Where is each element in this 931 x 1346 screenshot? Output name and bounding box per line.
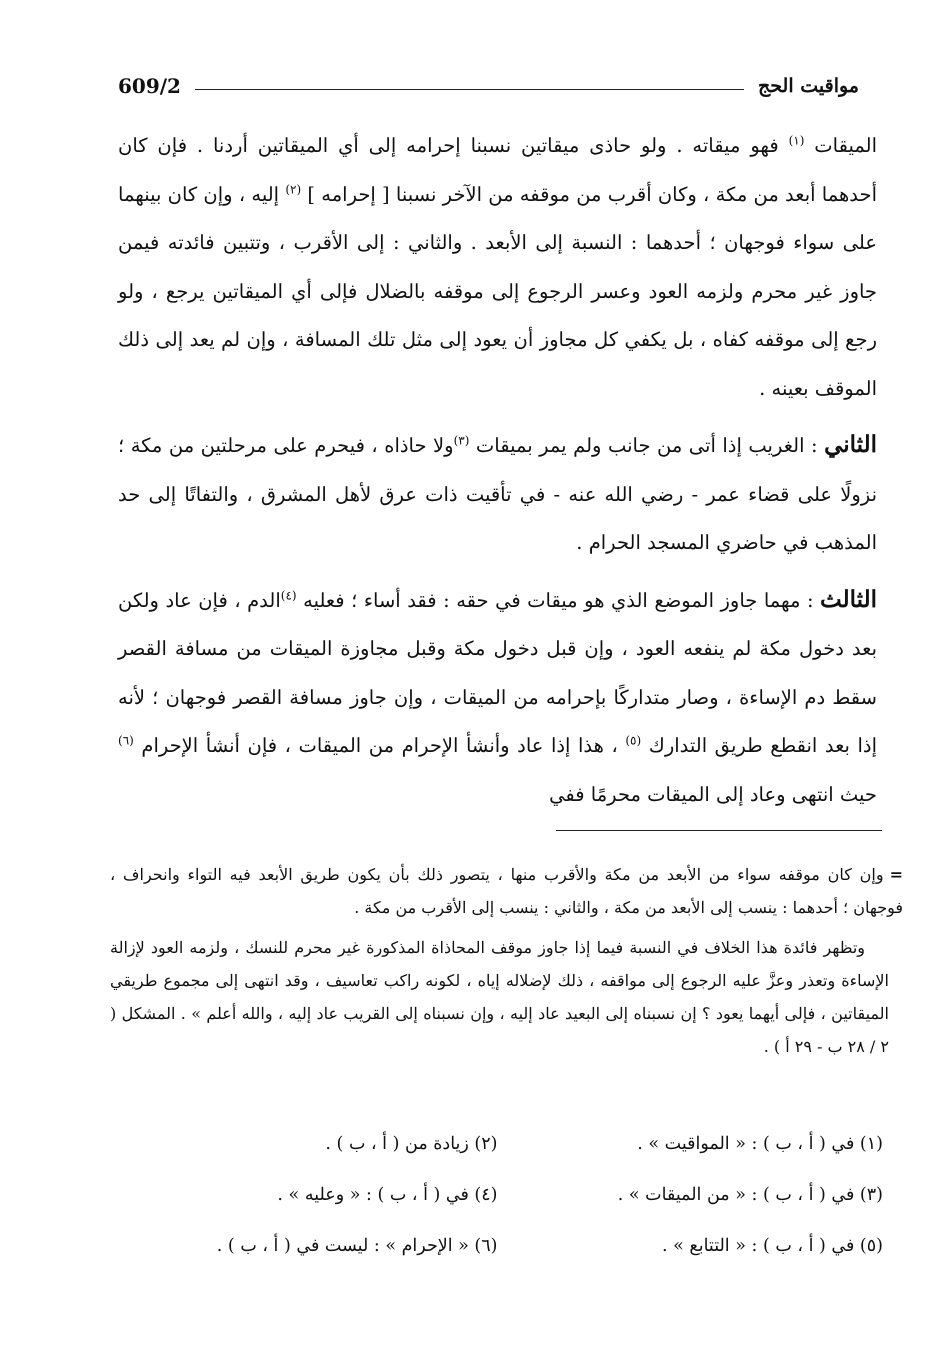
footnote-ref-5: (٥) xyxy=(625,733,642,748)
section-lead-second: الثاني xyxy=(824,431,877,458)
book-title: مواقيت الحج xyxy=(758,75,859,97)
text-run: الدم ، فإن عاد ولكن بعد دخول مكة لم ينفعه العود ، وإن قبل دخول مكة وقبل مجاوزة الميقات من مسافة القصر سقط دم الإساءة ، وصار متداركًا بإحرامه من الميقات ، وإن جاوز مسافة القصر فوجهان ؛ لأنه إذا بعد انقطع طريق التدارك xyxy=(118,588,877,757)
section-lead-third: الثالث xyxy=(820,585,877,613)
paragraph-3 xyxy=(118,576,877,820)
text-run: ولا حاذاه ، فيحرم على مرحلتين من مكة ؛ نزولًا على قضاء عمر - رضي الله عنه - في تأقيت ذات عرق لأهل المشرق ، والتفاتًا إلى حد المذهب في حاضري المسجد الحرام . xyxy=(118,434,877,554)
text-run: : الغريب إذا أتى من جانب ولم يمر بميقات xyxy=(469,434,825,457)
footnote-ref-1: (١) xyxy=(788,133,805,148)
footnote-ref-3: (٣) xyxy=(453,433,470,448)
text-run: فهو ميقاته . ولو حاذى ميقاتين نسبنا إحرامه إلى أي الميقاتين أردنا . فإن كان أحدهما أبعد من مكة ، وكان أقرب من موقفه من الآخر نسبنا [ إحرامه ] xyxy=(118,134,877,206)
text-run: حيث انتهى وعاد إلى الميقات محرمًا ففي xyxy=(549,782,877,806)
note-continuation xyxy=(110,858,903,924)
note-paragraph xyxy=(110,931,889,1063)
footnote-2: (٢) زيادة من ( أ ، ب ) . xyxy=(325,1133,498,1154)
paragraph-1 xyxy=(118,122,877,413)
text-run: الميقات xyxy=(804,134,877,157)
page-number: 609/2 xyxy=(118,74,181,98)
paragraph-2 xyxy=(118,421,877,568)
footnote-4: (٤) في ( أ ، ب ) : « وعليه » . xyxy=(277,1184,498,1205)
footnote-ref-2: (٢) xyxy=(285,182,302,196)
footnote-1: (١) في ( أ ، ب ) : « المواقيت » . xyxy=(637,1133,883,1154)
note-text: وتظهر فائدة هذا الخلاف في النسبة فيما إذا جاوز موقف المحاذاة المذكورة غير محرم للنسك ، ولزمه العود لإزالة الإساءة وتعذر وعزَّ عليه الرجوع إلى مواقفه ، ذلك لإضلاله إياه ، لكونه راكب تعاسيف ، وقد انتهى إلى مجموع طريقي الميقاتين ، فإلى أيهما يعود ؟ إن نسبناه إلى البعيد عاد إليه ، وإن نسبناه إلى القريب عاد إليه ، والله أعلم » . المشكل ( ٢ / ٢٨ ب - ٢٩ أ ) . xyxy=(110,938,889,1056)
footnote-ref-6: (٦) xyxy=(118,733,134,748)
footnote-3: (٣) في ( أ ، ب ) : « من الميقات » . xyxy=(617,1184,883,1205)
text-run: : مهما جاوز الموضع الذي هو ميقات في حقه : فقد أساء ؛ فعليه xyxy=(296,588,821,612)
footnote-row xyxy=(112,1220,883,1271)
continuation-mark: = xyxy=(889,865,903,884)
footnote-ref-4: (٤) xyxy=(280,588,297,602)
footnote-5: (٥) في ( أ ، ب ) : « التتابع » . xyxy=(662,1235,883,1256)
continued-notes xyxy=(110,858,903,1070)
header-rule xyxy=(195,89,744,90)
footnote-6: (٦) « الإحرام » : ليست في ( أ ، ب ) . xyxy=(216,1235,498,1256)
text-run: ، هذا إذا عاد وأنشأ الإحرام من الميقات ، فإن أنشأ الإحرام xyxy=(133,734,626,757)
footnote-separator xyxy=(556,830,882,831)
text-run: إليه ، وإن كان بينهما على سواء فوجهان ؛ أحدهما : النسبة إلى الأبعد . والثاني : إلى الأقرب ، وتتبين فائدته فيمن جاوز غير محرم ولزمه العود وعسر الرجوع إلى موقفه بالضلال فإلى أي الميقاتين يرجع ، ولو رجع إلى موقفه كفاه ، بل يكفي كل مجاوز أن يعود إلى مثل تلك المسافة ، وإن لم يعد إلى ذلك الموقف بعينه . xyxy=(118,182,877,400)
note-text: وإن كان موقفه سواء من الأبعد من مكة والأقرب منها ، يتصور ذلك بأن يكون طريق الأبعد فيه التواء وانحراف ، فوجهان ؛ أحدهما : ينسب إلى الأبعد من مكة ، والثاني : ينسب إلى الأقرب من مكة . xyxy=(110,865,903,917)
footnote-row xyxy=(112,1118,883,1169)
main-text xyxy=(118,122,877,827)
footnotes xyxy=(112,1118,883,1271)
running-header xyxy=(118,66,859,106)
footnote-row xyxy=(112,1169,883,1220)
